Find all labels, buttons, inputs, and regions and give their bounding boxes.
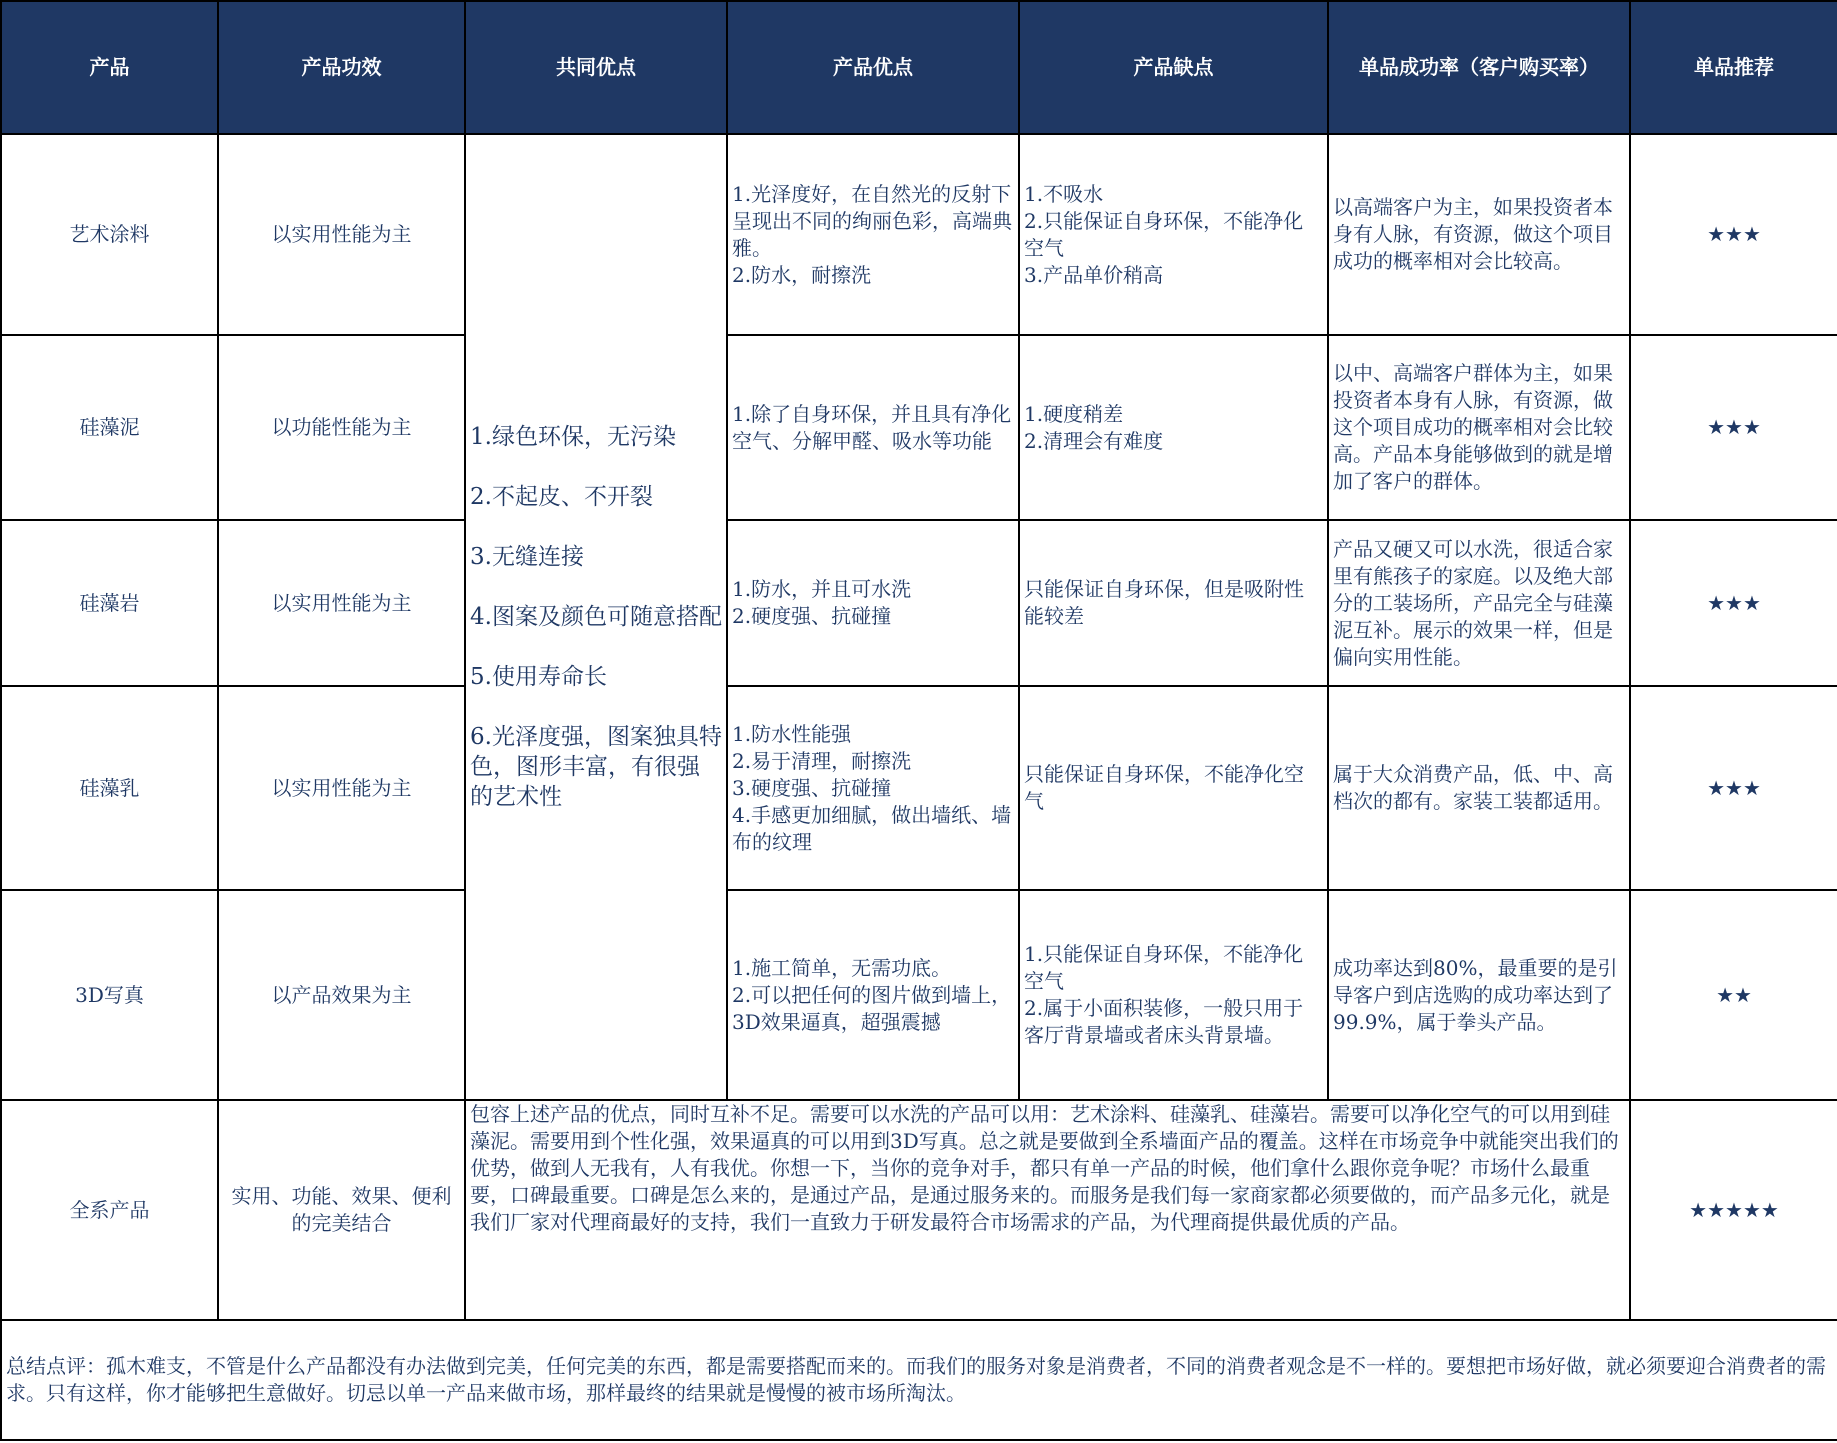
pros-item: 1.除了自身环保，并且具有净化空气、分解甲醛、吸水等功能 bbox=[732, 401, 1012, 453]
cons-item: 3.产品单价稍高 bbox=[1024, 262, 1164, 287]
common-advantage-item: 1.绿色环保，无污染 bbox=[470, 424, 676, 450]
product-success-rate: 以高端客户为主，如果投资者本身有人脉，有资源，做这个项目成功的概率相对会比较高。 bbox=[1328, 134, 1630, 335]
common-advantage-item: 3.无缝连接 bbox=[470, 544, 584, 570]
cons-item: 2.属于小面积装修，一般只用于客厅背景墙或者床头背景墙。 bbox=[1024, 996, 1304, 1047]
recommendation-stars: ★★ bbox=[1630, 890, 1837, 1100]
table-row bbox=[1, 520, 1837, 686]
pros-item: 4.手感更加细腻，做出墙纸、墙布的纹理 bbox=[732, 802, 1012, 854]
header-recommendation: 单品推荐 bbox=[1630, 1, 1837, 134]
cons-item: 1.只能保证自身环保，不能净化空气 bbox=[1024, 942, 1304, 993]
product-pros bbox=[727, 890, 1019, 1100]
pros-item: 2.易于清理，耐擦洗 bbox=[732, 748, 912, 773]
header-effect: 产品功效 bbox=[218, 1, 465, 134]
conclusion-row bbox=[1, 1320, 1837, 1440]
product-pros bbox=[727, 335, 1019, 520]
header-pros: 产品优点 bbox=[727, 1, 1019, 134]
common-advantage-item: 5.使用寿命长 bbox=[470, 664, 607, 690]
conclusion-text: 总结点评：孤木难支，不管是什么产品都没有办法做到完美，任何完美的东西，都是需要搭配而来的。而我们的服务对象是消费者，不同的消费者观念是不一样的。要想把市场好做，就必须要迎合消费者的需求。只有这样，你才能够把生意做好。切忌以单一产品来做市场，那样最终的结果就是慢慢的被市场所淘汰。 bbox=[1, 1320, 1837, 1440]
pros-item: 1.防水性能强 bbox=[732, 721, 852, 746]
product-pros bbox=[727, 686, 1019, 890]
product-effect: 实用、功能、效果、便利的完美结合 bbox=[218, 1100, 465, 1320]
product-cons bbox=[1019, 520, 1328, 686]
product-success-rate: 产品又硬又可以水洗，很适合家里有熊孩子的家庭。以及绝大部分的工装场所，产品完全与硅藻泥互补。展示的效果一样，但是偏向实用性能。 bbox=[1328, 520, 1630, 686]
cons-item: 1.硬度稍差 bbox=[1024, 401, 1124, 426]
product-effect: 以实用性能为主 bbox=[218, 134, 465, 335]
product-name: 硅藻岩 bbox=[1, 520, 218, 686]
product-success-rate: 成功率达到80%，最重要的是引导客户到店选购的成功率达到了99.9%，属于拳头产品。 bbox=[1328, 890, 1630, 1100]
common-advantages-list bbox=[470, 422, 722, 812]
common-advantages-cell bbox=[465, 134, 727, 1100]
header-product: 产品 bbox=[1, 1, 218, 134]
product-name: 全系产品 bbox=[1, 1100, 218, 1320]
product-success-rate: 属于大众消费产品，低、中、高档次的都有。家装工装都适用。 bbox=[1328, 686, 1630, 890]
product-name: 硅藻泥 bbox=[1, 335, 218, 520]
cons-item: 2.清理会有难度 bbox=[1024, 428, 1164, 453]
recommendation-stars: ★★★ bbox=[1630, 520, 1837, 686]
full-series-summary: 包容上述产品的优点，同时互补不足。需要可以水洗的产品可以用：艺术涂料、硅藻乳、硅藻岩。需要可以净化空气的可以用到硅藻泥。需要用到个性化强，效果逼真的可以用到3D写真。总之就是要做到全系墙面产品的覆盖。这样在市场竞争中就能突出我们的优势，做到人无我有，人有我优。你想一下，当你的竞争对手，都只有单一产品的时候，他们拿什么跟你竞争呢？市场什么最重要，口碑最重要。口碑是怎么来的，是通过产品，是通过服务来的。而服务是我们每一家商家都必须要做的，而产品多元化，就是我们厂家对代理商最好的支持，我们一直致力于研发最符合市场需求的产品，为代理商提供最优质的产品。 bbox=[465, 1100, 1630, 1320]
recommendation-stars: ★★★ bbox=[1630, 335, 1837, 520]
product-cons bbox=[1019, 890, 1328, 1100]
pros-item: 1.防水，并且可水洗 bbox=[732, 577, 912, 601]
common-advantage-item: 6.光泽度强，图案独具特色，图形丰富，有很强的艺术性 bbox=[470, 724, 722, 810]
common-advantage-item: 4.图案及颜色可随意搭配 bbox=[470, 604, 722, 630]
product-effect: 以实用性能为主 bbox=[218, 520, 465, 686]
cons-item: 只能保证自身环保，不能净化空气 bbox=[1024, 762, 1304, 813]
product-effect: 以产品效果为主 bbox=[218, 890, 465, 1100]
header-success-rate: 单品成功率（客户购买率） bbox=[1328, 1, 1630, 134]
pros-item: 3.硬度强、抗碰撞 bbox=[732, 775, 892, 800]
header-row bbox=[1, 1, 1837, 134]
common-advantage-item: 2.不起皮、不开裂 bbox=[470, 484, 653, 510]
table-row bbox=[1, 134, 1837, 335]
pros-item: 2.防水，耐擦洗 bbox=[732, 262, 872, 287]
full-series-row bbox=[1, 1100, 1837, 1320]
cons-item: 只能保证自身环保，但是吸附性能较差 bbox=[1024, 577, 1304, 628]
product-success-rate: 以中、高端客户群体为主，如果投资者本身有人脉，有资源，做这个项目成功的概率相对会比较高。产品本身能够做到的就是增加了客户的群体。 bbox=[1328, 335, 1630, 520]
pros-item: 2.硬度强、抗碰撞 bbox=[732, 604, 892, 628]
table-row bbox=[1, 890, 1837, 1100]
table-row bbox=[1, 686, 1837, 890]
product-pros bbox=[727, 520, 1019, 686]
product-effect: 以功能性能为主 bbox=[218, 335, 465, 520]
product-name: 3D写真 bbox=[1, 890, 218, 1100]
cons-item: 2.只能保证自身环保，不能净化空气 bbox=[1024, 208, 1304, 260]
product-name: 艺术涂料 bbox=[1, 134, 218, 335]
cons-item: 1.不吸水 bbox=[1024, 181, 1104, 206]
recommendation-stars: ★★★ bbox=[1630, 134, 1837, 335]
product-name: 硅藻乳 bbox=[1, 686, 218, 890]
recommendation-stars: ★★★ bbox=[1630, 686, 1837, 890]
product-effect: 以实用性能为主 bbox=[218, 686, 465, 890]
product-cons bbox=[1019, 335, 1328, 520]
recommendation-stars: ★★★★★ bbox=[1630, 1100, 1837, 1320]
pros-item: 2.可以把任何的图片做到墙上，3D效果逼真，超强震撼 bbox=[732, 982, 1012, 1034]
header-common-advantages: 共同优点 bbox=[465, 1, 727, 134]
header-cons: 产品缺点 bbox=[1019, 1, 1328, 134]
pros-item: 1.光泽度好，在自然光的反射下呈现出不同的绚丽色彩，高端典雅。 bbox=[732, 181, 1012, 260]
table-row bbox=[1, 335, 1837, 520]
pros-item: 1.施工简单，无需功底。 bbox=[732, 955, 952, 980]
product-cons bbox=[1019, 134, 1328, 335]
product-pros bbox=[727, 134, 1019, 335]
product-cons bbox=[1019, 686, 1328, 890]
